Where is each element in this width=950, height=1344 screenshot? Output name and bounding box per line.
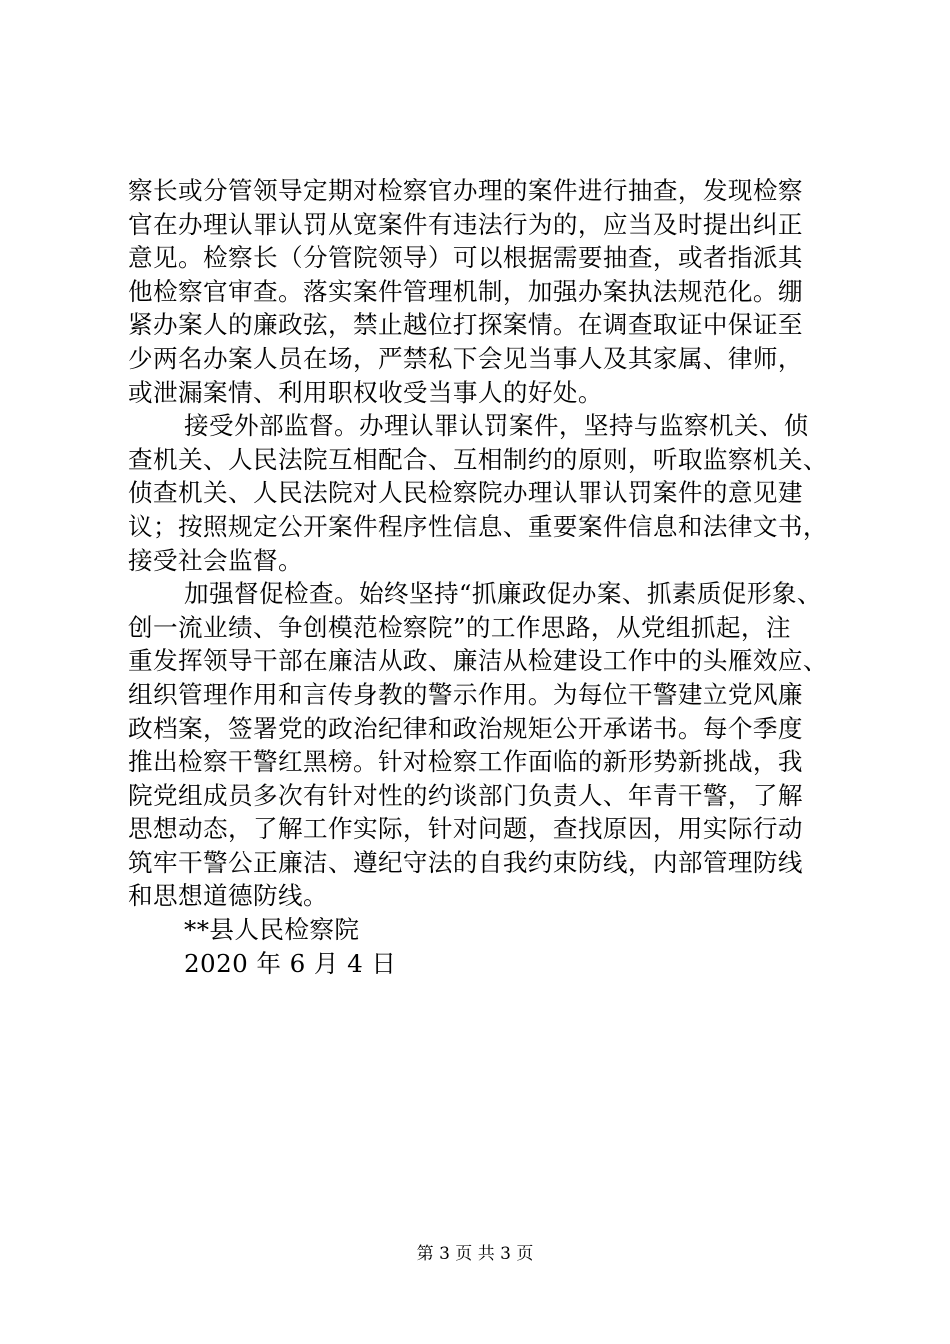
body-text-line: 察长或分管领导定期对检察官办理的案件进行抽查，发现检察	[128, 176, 803, 205]
document-body	[128, 174, 838, 980]
body-text-line: 和思想道德防线。	[128, 881, 328, 911]
body-text-line: 组织管理作用和言传身教的警示作用。为每位干警建立党风廉	[128, 679, 803, 709]
body-text-line: 推出检察干警红黑榜。针对检察工作面临的新形势新挑战，我	[128, 747, 803, 777]
body-text-line: 接受社会监督。	[128, 545, 303, 575]
body-text-line: 加强督促检查。始终坚持“抓廉政促办案、抓素质促形象、	[184, 579, 822, 609]
body-text-line: 意见。检察长（分管院领导）可以根据需要抽查，或者指派其	[128, 243, 803, 273]
body-text-line: 2020 年 6 月 4 日	[184, 948, 397, 978]
body-text-line: 少两名办案人员在场，严禁私下会见当事人及其家属、律师，	[128, 343, 803, 373]
body-text-line: 接受外部监督。办理认罪认罚案件，坚持与监察机关、侦	[184, 411, 809, 441]
body-text-line: 议；按照规定公开案件程序性信息、重要案件信息和法律文书，	[128, 511, 828, 541]
body-text-line: 重发挥领导干部在廉洁从政、廉洁从检建设工作中的头雁效应、	[128, 646, 828, 676]
body-text-line: **县人民检察院	[184, 915, 360, 945]
body-text-line: 院党组成员多次有针对性的约谈部门负责人、年青干警，了解	[128, 780, 803, 810]
body-text-line: 紧办案人的廉政弦，禁止越位打探案情。在调查取证中保证至	[128, 310, 803, 340]
body-text-line: 或泄漏案情、利用职权收受当事人的好处。	[128, 377, 603, 407]
body-text-line: 政档案，签署党的政治纪律和政治规矩公开承诺书。每个季度	[128, 713, 803, 743]
body-text-line: 官在办理认罪认罚从宽案件有违法行为的，应当及时提出纠正	[128, 209, 803, 239]
body-text-line: 侦查机关、人民法院对人民检察院办理认罪认罚案件的意见建	[128, 478, 803, 508]
page-footer: 第 3 页 共 3 页	[416, 1244, 534, 1264]
body-text-line: 筑牢干警公正廉洁、遵纪守法的自我约束防线，内部管理防线	[128, 847, 803, 877]
body-text-line: 他检察官审查。落实案件管理机制，加强办案执法规范化。绷	[128, 276, 803, 306]
body-text-line: 思想动态，了解工作实际，针对问题，查找原因，用实际行动	[128, 814, 803, 844]
body-text-line: 查机关、人民法院互相配合、互相制约的原则，听取监察机关、	[128, 444, 828, 474]
body-text-line: 创一流业绩、争创模范检察院”的工作思路，从党组抓起，注	[128, 612, 791, 642]
